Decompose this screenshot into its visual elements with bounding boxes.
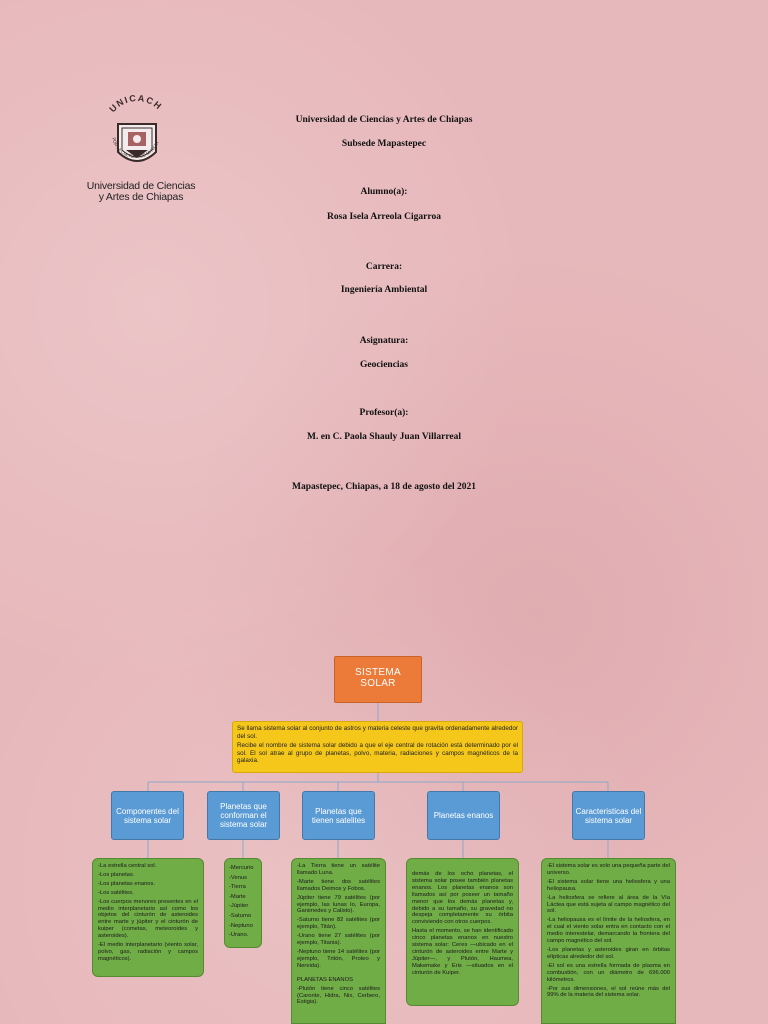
category-componentes [111, 791, 184, 840]
detail-item: Júpiter tiene 79 satélites (por ejemplo, las lunas Io, Europa, Ganimedes y Calisto). [297, 894, 380, 915]
detail-item: -La Tierra tiene un satélite llamado Luna. [297, 863, 380, 876]
detail-componentes [92, 858, 204, 977]
detail-caracteristicas [541, 858, 676, 1024]
detail-planetas [224, 858, 262, 948]
detail-item: -El sistema solar es solo una pequeña parte del universo. [547, 863, 670, 876]
root-node-sistema-solar [334, 656, 422, 703]
detail-item: -Plutón tiene cinco satélites (Caronte, Hidra, Nix, Cerbero, Estigia). [297, 985, 380, 1006]
detail-item: -La estrella central sol. [98, 863, 157, 869]
detail-item: -Marte tiene dos satélites llamados Deimos y Fobos. [297, 878, 380, 892]
detail-item: -Venus [229, 874, 248, 881]
subject: Geociencias [359, 360, 408, 370]
category-enanos [427, 791, 500, 840]
logo-name-line2: y Artes de Chiapas [98, 191, 184, 203]
detail-item: -Saturno [229, 912, 252, 919]
detail-enanos [406, 858, 519, 1006]
detail-item: -El sol es una estrella formada de plasma en combustión, con un diámetro de 696.000 kilómetros. [547, 962, 670, 983]
detail-item: -El medio interplanetario (viento solar, polvo, gas, radiación y campos magnéticos). [98, 942, 198, 962]
logo-name-line1: Universidad de Ciencias [86, 180, 196, 192]
detail-item: -Urano. [229, 932, 249, 939]
student-name: Rosa Isela Arreola Cigarroa [327, 212, 441, 222]
career-label: Carrera: [365, 262, 403, 272]
logo-arc-text: UNICACH [107, 94, 165, 115]
detail-item: -Los satélites. [98, 889, 134, 896]
detail-item: -Mercurio [229, 865, 254, 871]
definition-p2: Recibe el nombre de sistema solar debido a que el eje central de rotación está determinado por el sol. El sol atrae al grupo de planetas, polvo, materia, radiaciones y campos magnéticos de la galaxia. [237, 742, 518, 764]
detail-item: PLANETAS ENANOS [297, 976, 353, 983]
detail-item: demás de los ocho planetas, el sistema solar posee también planetas enanos. Los planetas enanos son llamados así por poseer un tamaño menor que los demás planetas y, debido a su tamaño, su gravedad no despeja completamente su órbita conviviendo con otros cuerpos. [412, 871, 513, 926]
logo-ring-text: POR LA CULTURA DE MI RAZA [111, 137, 160, 160]
detail-item: -La heliopausa es el límite de la heliosfera, en el cual el viento solar entra en contacto con el medio interestelar, demarcando la frontera del campo magnético del sol. [547, 917, 670, 945]
detail-item: -Los planetas enanos. [98, 880, 156, 887]
detail-item: -El sistema solar tiene una heliosfera y una heliopausa. [547, 878, 670, 892]
professor-label: Profesor(a): [359, 408, 409, 418]
subject-label: Asignatura: [359, 336, 409, 346]
career: Ingeniería Ambiental [340, 285, 428, 295]
detail-item: -Los planetas y asteroides giran en órbitas elípticas alrededor del sol. [547, 946, 670, 960]
category-satelites [302, 791, 375, 840]
category-planetas [207, 791, 280, 840]
root-label: SISTEMA SOLAR [355, 667, 401, 689]
detail-item: -La heliosfera se refiere al área de la Vía Láctea que está sujeta al campo magnético del sol. [547, 894, 670, 915]
university-name: Universidad de Ciencias y Artes de Chiapas [295, 115, 473, 125]
detail-item: -Marte [229, 893, 246, 900]
definition-box [232, 721, 523, 773]
professor-name: M. en C. Paola Shauly Juan Villarreal [307, 432, 461, 442]
definition-p1: Se llama sistema solar al conjunto de astros y materia celeste que gravita ordenadamente alrededor del sol. [237, 725, 518, 740]
detail-item: -Los cuerpos menores presentes en el medio interplanetario así como los objetos del cinturón de asteroides entre marte y júpiter y el cinturón de kuiper (cometas, meteoroides y asteroides). [98, 898, 198, 940]
subsede: Subsede Mapastepec [341, 139, 427, 149]
detail-item [297, 972, 380, 975]
category-label: Planetas que conforman el sistema solar [219, 802, 268, 829]
category-caracteristicas [572, 791, 645, 840]
category-label: Componentes del sistema solar [116, 806, 179, 825]
detail-item: -Por sus dimensiones, el sol reúne más del 99% de la materia del sistema solar. [547, 985, 670, 999]
detail-item: Hasta el momento, se han identificado cinco planetas enanos en nuestro sistema solar: Ceres —ubicado en el cinturón de asteroides entre Marte y Júpiter—, y Plutón, Haumea, Makemake y Eris —situados en el cinturón de Kuiper. [412, 928, 513, 976]
detail-item: -Los planetas. [98, 871, 135, 878]
detail-satelites [291, 858, 386, 1024]
category-label: Caracteristicas del sistema solar [575, 806, 642, 825]
category-label: Planetas que tienen satelites [311, 806, 366, 825]
place-date: Mapastepec, Chiapas, a 18 de agosto del 2021 [292, 482, 476, 492]
student-label: Alumno(a): [360, 187, 408, 197]
category-label: Planetas enanos [433, 811, 494, 820]
detail-item: -Saturno tiene 82 satélites (por ejemplo, Titán). [297, 917, 380, 931]
detail-item: -Neptuno [229, 922, 253, 929]
detail-item: -Urano tiene 27 satélites (por ejemplo, Titania). [297, 933, 380, 947]
detail-item: -Tierra [229, 884, 246, 891]
detail-item: -Neptuno tiene 14 satélites (por ejemplo, Tritón, Proteo y Nereida). [297, 948, 380, 969]
detail-item: -Júpiter [229, 903, 249, 910]
